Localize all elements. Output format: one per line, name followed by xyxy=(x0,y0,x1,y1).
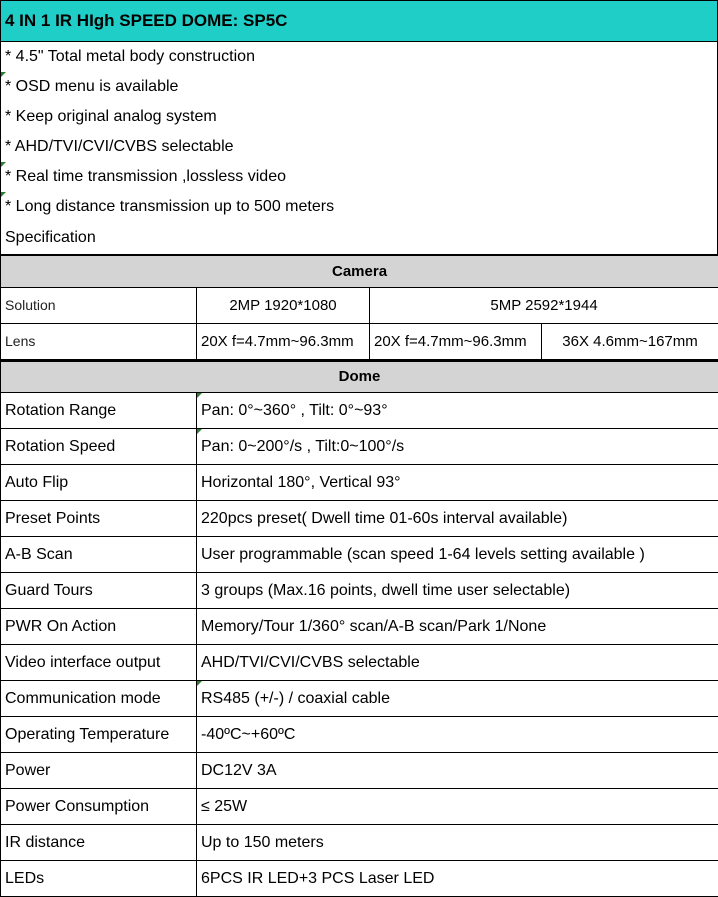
camera-section-header xyxy=(1,255,718,287)
spec-label: Power Consumption xyxy=(1,789,197,825)
dome-table xyxy=(0,360,718,897)
table-row xyxy=(1,573,718,609)
dome-section-header xyxy=(1,361,718,393)
table-row xyxy=(1,645,718,681)
spec-label: PWR On Action xyxy=(1,609,197,645)
feature-line: * OSD menu is available xyxy=(0,72,718,102)
camera-heading: Camera xyxy=(1,255,718,287)
spec-label: Guard Tours xyxy=(1,573,197,609)
spec-value: Pan: 0~200°/s , Tilt:0~100°/s xyxy=(197,429,718,465)
table-row xyxy=(1,609,718,645)
feature-line: * Keep original analog system xyxy=(0,102,718,132)
spec-value: 6PCS IR LED+3 PCS Laser LED xyxy=(197,861,718,897)
spec-label: Video interface output xyxy=(1,645,197,681)
spec-label: Rotation Speed xyxy=(1,429,197,465)
lens-option-2: 20X f=4.7mm~96.3mm xyxy=(370,323,542,359)
table-row xyxy=(1,861,718,897)
solution-2mp: 2MP 1920*1080 xyxy=(197,287,370,323)
solution-5mp: 5MP 2592*1944 xyxy=(370,287,718,323)
spec-label: IR distance xyxy=(1,825,197,861)
spec-value: Horizontal 180°, Vertical 93° xyxy=(197,465,718,501)
table-row xyxy=(1,501,718,537)
spec-label: Power xyxy=(1,753,197,789)
feature-line: * 4.5" Total metal body construction xyxy=(0,42,718,72)
spec-value: 3 groups (Max.16 points, dwell time user selectable) xyxy=(197,573,718,609)
spec-value: AHD/TVI/CVI/CVBS selectable xyxy=(197,645,718,681)
spec-label: Communication mode xyxy=(1,681,197,717)
table-row xyxy=(1,323,718,359)
solution-label: Solution xyxy=(1,287,197,323)
table-row xyxy=(1,681,718,717)
lens-option-3: 36X 4.6mm~167mm xyxy=(542,323,718,359)
table-row xyxy=(1,753,718,789)
spec-value: Pan: 0°~360° , Tilt: 0°~93° xyxy=(197,393,718,429)
camera-table xyxy=(0,254,718,360)
spec-label: Operating Temperature xyxy=(1,717,197,753)
spec-value: -40ºC~+60ºC xyxy=(197,717,718,753)
spec-value: ≤ 25W xyxy=(197,789,718,825)
table-row xyxy=(1,287,718,323)
spec-label: LEDs xyxy=(1,861,197,897)
lens-option-1: 20X f=4.7mm~96.3mm xyxy=(197,323,370,359)
feature-line: * AHD/TVI/CVI/CVBS selectable xyxy=(0,132,718,162)
spec-value: 220pcs preset( Dwell time 01-60s interval available) xyxy=(197,501,718,537)
lens-label: Lens xyxy=(1,323,197,359)
feature-line: * Long distance transmission up to 500 meters xyxy=(0,192,718,222)
spec-heading: Specification xyxy=(0,222,718,254)
table-row xyxy=(1,717,718,753)
table-row xyxy=(1,789,718,825)
table-row xyxy=(1,537,718,573)
spec-value: Up to 150 meters xyxy=(197,825,718,861)
feature-line: * Real time transmission ,lossless video xyxy=(0,162,718,192)
dome-heading: Dome xyxy=(1,361,718,393)
spec-label: Auto Flip xyxy=(1,465,197,501)
table-row xyxy=(1,825,718,861)
table-row xyxy=(1,393,718,429)
spec-label: A-B Scan xyxy=(1,537,197,573)
spec-value: Memory/Tour 1/360° scan/A-B scan/Park 1/None xyxy=(197,609,718,645)
spec-label: Preset Points xyxy=(1,501,197,537)
table-row xyxy=(1,429,718,465)
spec-label: Rotation Range xyxy=(1,393,197,429)
spec-value: DC12V 3A xyxy=(197,753,718,789)
spec-value: RS485 (+/-) / coaxial cable xyxy=(197,681,718,717)
spec-value: User programmable (scan speed 1-64 levels setting available ) xyxy=(197,537,718,573)
table-row xyxy=(1,465,718,501)
page-title: 4 IN 1 IR HIgh SPEED DOME: SP5C xyxy=(0,0,718,42)
